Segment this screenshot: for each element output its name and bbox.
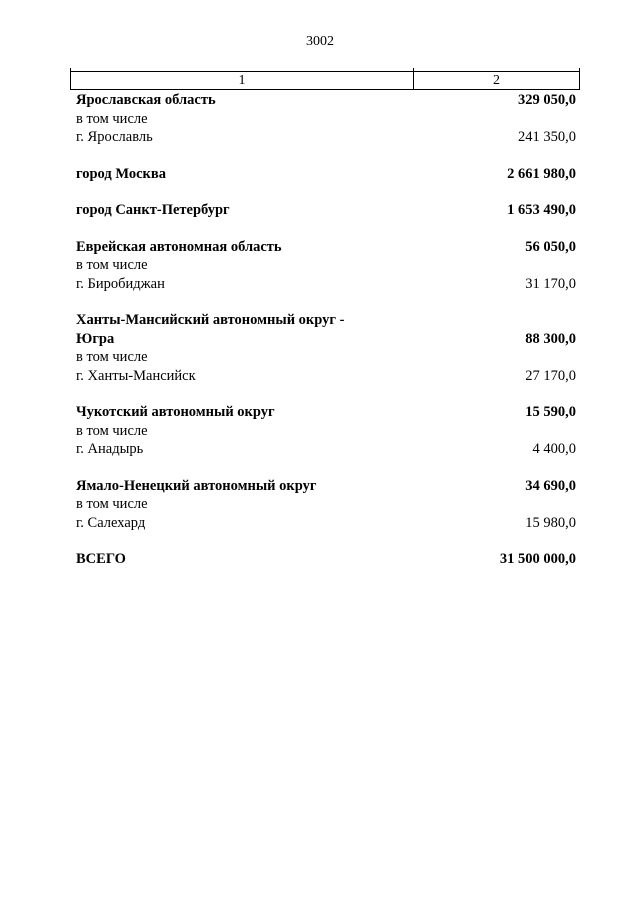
region-value: 1 653 490,0 (507, 202, 576, 218)
city-row (76, 514, 576, 533)
including-row (76, 110, 576, 129)
region-row (76, 238, 576, 257)
region-block (76, 238, 576, 294)
region-row (76, 330, 576, 349)
region-block (76, 165, 576, 184)
region-name: город Санкт-Петербург (76, 202, 230, 218)
region-block (76, 311, 576, 385)
city-name: г. Ярославль (76, 129, 153, 145)
city-row (76, 275, 576, 294)
region-name: Еврейская автономная область (76, 238, 282, 255)
city-value: 27 170,0 (525, 367, 576, 384)
column-2-header: 2 (414, 72, 579, 89)
city-row (76, 128, 576, 147)
region-row (76, 201, 576, 220)
city-name: г. Салехард (76, 514, 146, 531)
region-name-line1: Ханты-Мансийский автономный округ - (76, 312, 345, 328)
including-label: в том числе (76, 496, 148, 512)
total-label: ВСЕГО (76, 551, 126, 567)
region-block (76, 403, 576, 459)
city-row (76, 440, 576, 459)
including-label: в том числе (76, 422, 148, 439)
region-row (76, 165, 576, 184)
region-row (76, 403, 576, 422)
region-row-line1 (76, 311, 576, 330)
region-row (76, 91, 576, 110)
region-row (76, 477, 576, 496)
city-name: г. Анадырь (76, 441, 144, 457)
region-value: 34 690,0 (525, 477, 576, 494)
city-row (76, 367, 576, 386)
region-name: город Москва (76, 165, 166, 182)
region-block (76, 201, 576, 220)
city-value: 31 170,0 (525, 275, 576, 292)
region-block (76, 477, 576, 533)
including-label: в том числе (76, 349, 148, 365)
total-value: 31 500 000,0 (499, 551, 576, 567)
region-name: Чукотский автономный округ (76, 404, 275, 420)
city-value: 15 980,0 (525, 514, 576, 531)
city-name: г. Ханты-Мансийск (76, 367, 196, 384)
region-name: Ярославская область (76, 92, 216, 108)
city-value: 241 350,0 (518, 129, 576, 145)
city-name: г. Биробиджан (76, 275, 165, 292)
including-row (76, 348, 576, 367)
region-name: Югра (76, 330, 115, 347)
total-row (76, 550, 576, 569)
region-value: 56 050,0 (525, 238, 576, 255)
region-value: 88 300,0 (525, 330, 576, 347)
column-1-header: 1 (71, 72, 414, 89)
including-label: в том числе (76, 257, 148, 273)
table-body (76, 91, 576, 587)
page-number: 3002 (306, 34, 334, 49)
city-value: 4 400,0 (532, 441, 576, 457)
including-row (76, 256, 576, 275)
including-label: в том числе (76, 110, 148, 127)
including-row (76, 495, 576, 514)
total-block (76, 550, 576, 569)
region-name: Ямало-Ненецкий автономный округ (76, 477, 317, 494)
region-block (76, 91, 576, 147)
region-value: 2 661 980,0 (507, 165, 576, 182)
including-row (76, 422, 576, 441)
region-value: 329 050,0 (518, 92, 576, 108)
region-value: 15 590,0 (525, 404, 576, 420)
table-header (70, 71, 580, 90)
